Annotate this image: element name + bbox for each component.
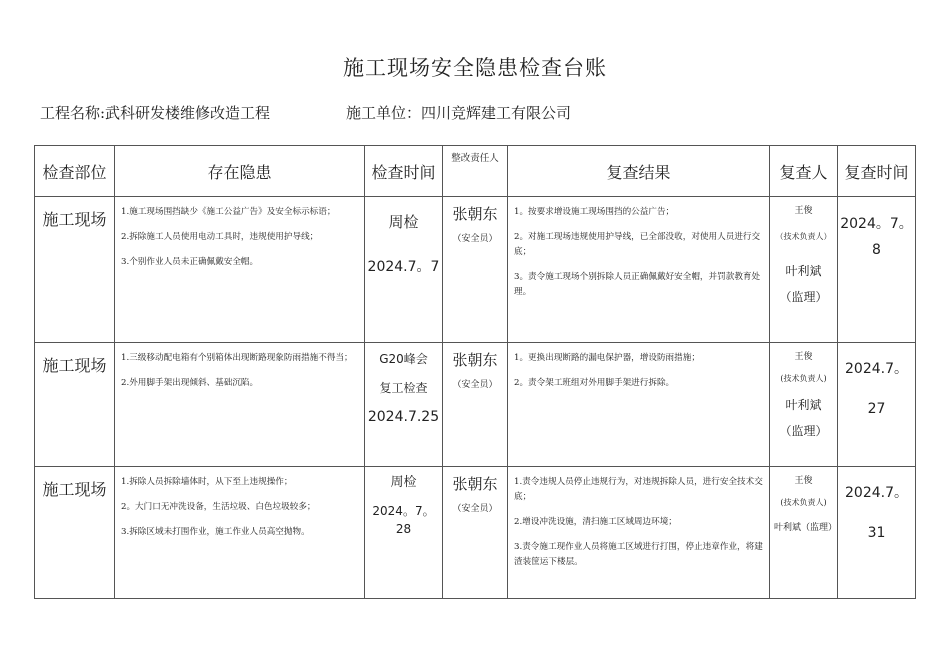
check-type: 周检 — [388, 213, 419, 231]
supervisor-role: （监理） — [779, 290, 828, 304]
supervisor-name: 叶利斌 — [785, 264, 822, 278]
check-date: 2024。7。28 — [372, 504, 435, 536]
result-item: 2。责令架工班组对外用脚手架进行拆除。 — [514, 378, 675, 388]
hazard-item: 2。大门口无冲洗设备，生活垃圾、白色垃圾较多； — [121, 502, 316, 512]
result-item: 2.增设冲洗设施，清扫施工区域周边环境； — [514, 517, 677, 527]
hazard-item: 2.拆除施工人员使用电动工具时，违规使用护导线； — [121, 232, 319, 242]
responsible-role: （安全员） — [452, 504, 498, 514]
responsible-name: 张朝东 — [452, 351, 498, 369]
project-name: 工程名称:武科研发楼维修改造工程 — [40, 104, 271, 122]
cell-results — [508, 343, 770, 467]
cell-recheck-time: 2024。7。8 — [838, 197, 916, 343]
document-title: 施工现场安全隐患检查台账 — [343, 56, 607, 80]
result-item: 2。对施工现场违规使用护导线，已全部没收，对使用人员进行交底； — [514, 232, 761, 257]
result-item: 3。责令施工现场个别拆除人员正确佩戴好安全帽，并罚款教育处理。 — [514, 272, 761, 297]
cell-results — [508, 197, 770, 343]
rechecker-name: 王俊 — [794, 476, 813, 486]
check-date: 2024.7。7 — [367, 259, 440, 275]
hazard-item: 1.拆除人员拆除墙体时，从下至上违规操作； — [121, 477, 293, 487]
cell-location: 施工现场 — [35, 343, 115, 467]
rechecker-name: 王俊 — [794, 206, 813, 216]
table-row — [35, 467, 916, 599]
header-location: 检查部位 — [35, 146, 115, 197]
table-row — [35, 197, 916, 343]
hazard-item: 1.三级移动配电箱有个别箱体出现断路现象防雨措施不得当； — [121, 353, 353, 363]
cell-responsible — [443, 467, 508, 599]
cell-responsible — [443, 197, 508, 343]
header-hazard: 存在隐患 — [115, 146, 365, 197]
cell-rechecker — [770, 343, 838, 467]
hazard-item: 2.外用脚手架出现倾斜、基础沉陷。 — [121, 378, 259, 388]
cell-recheck-time: 2024.7。27 — [838, 343, 916, 467]
supervisor-name: 叶利斌 — [785, 398, 822, 412]
construction-unit: 施工单位：四川竞辉建工有限公司 — [346, 104, 572, 122]
supervisor-name: 叶利斌（监理） — [774, 523, 838, 533]
table-row — [35, 343, 916, 467]
hazard-item: 3.个别作业人员未正确佩戴安全帽。 — [121, 257, 259, 267]
cell-check-time — [365, 467, 443, 599]
rechecker-role: (技术负责人) — [780, 498, 827, 507]
result-item: 1。更换出现断路的漏电保护器，增设防雨措施； — [514, 353, 700, 363]
check-date: 2024.7.25 — [367, 409, 440, 425]
rechecker-role: (技术负责人) — [780, 374, 827, 383]
cell-recheck-time: 2024.7。31 — [838, 467, 916, 599]
cell-check-time — [365, 343, 443, 467]
inspection-ledger-table — [34, 145, 916, 599]
cell-hazards — [115, 197, 365, 343]
header-recheck-time: 复查时间 — [838, 146, 916, 197]
rechecker-name: 王俊 — [794, 352, 813, 362]
hazard-item: 1.施工现场围挡缺少《施工公益广告》及安全标示标语； — [121, 207, 336, 217]
header-result: 复查结果 — [508, 146, 770, 197]
cell-hazards — [115, 343, 365, 467]
check-type: G20峰会 — [379, 352, 428, 366]
cell-results — [508, 467, 770, 599]
check-type: 周检 — [390, 475, 417, 490]
table-header-row — [35, 146, 916, 197]
result-item: 1。按要求增设施工现场围挡的公益广告； — [514, 207, 675, 217]
rechecker-role: （技术负责人） — [775, 232, 832, 241]
cell-location: 施工现场 — [35, 197, 115, 343]
result-item: 3.责令施工现作业人员将施工区域进行打围，停止违章作业，将建渣装筐运下楼层。 — [514, 542, 763, 567]
responsible-role: （安全员） — [452, 234, 498, 244]
cell-check-time — [365, 197, 443, 343]
check-subtype: 复工检查 — [379, 381, 428, 395]
supervisor-role: （监理） — [779, 424, 828, 438]
cell-location: 施工现场 — [35, 467, 115, 599]
cell-hazards — [115, 467, 365, 599]
hazard-item: 3.拆除区域未打围作业，施工作业人员高空抛物。 — [121, 527, 310, 537]
responsible-role: （安全员） — [452, 380, 498, 390]
cell-rechecker — [770, 197, 838, 343]
header-rechecker: 复查人 — [770, 146, 838, 197]
responsible-name: 张朝东 — [452, 205, 498, 223]
result-item: 1.责令违规人员停止违规行为，对违规拆除人员，进行安全技术交底； — [514, 477, 763, 502]
header-responsible: 整改责任人 — [443, 146, 508, 197]
header-check-time: 检查时间 — [365, 146, 443, 197]
cell-rechecker — [770, 467, 838, 599]
responsible-name: 张朝东 — [452, 475, 498, 493]
cell-responsible — [443, 343, 508, 467]
